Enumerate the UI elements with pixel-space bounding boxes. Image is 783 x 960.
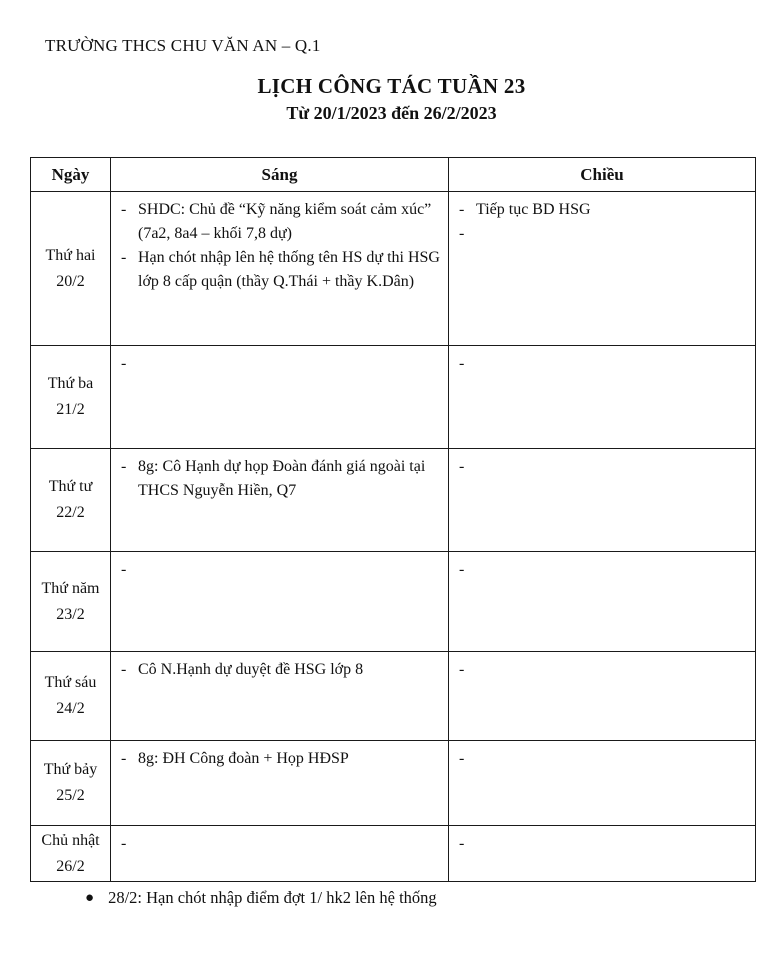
afternoon-cell [449, 652, 756, 741]
dash-icon: - [459, 750, 465, 767]
dash-icon: - [459, 225, 465, 242]
bullet-line [121, 455, 440, 503]
day-cell [31, 826, 111, 882]
column-header-morning: Sáng [111, 158, 449, 192]
entry-text: Hạn chót nhập lên hệ thống tên HS dự thi HSG lớp 8 cấp quận (thầy Q.Thái + thầy K.Dân) [138, 249, 440, 290]
day-date: 23/2 [56, 605, 85, 623]
day-cell [31, 652, 111, 741]
dash-icon: - [459, 355, 465, 372]
afternoon-cell [449, 449, 756, 552]
bullet-line [459, 222, 747, 246]
bullet-line [121, 747, 440, 771]
table-row [31, 741, 756, 826]
bullet-line [459, 832, 747, 856]
morning-cell [111, 741, 449, 826]
afternoon-cell [449, 192, 756, 346]
day-name: Thứ sáu [44, 674, 97, 691]
schedule-table-body [31, 192, 756, 882]
bullet-line [459, 658, 747, 682]
afternoon-cell [449, 826, 756, 882]
morning-cell [111, 449, 449, 552]
day-date: 22/2 [56, 504, 85, 521]
day-date: 24/2 [56, 700, 85, 717]
table-row [31, 346, 756, 449]
day-name: Thứ ba [47, 375, 94, 392]
header-row [31, 158, 756, 192]
dash-icon: - [121, 355, 127, 372]
table-row [31, 449, 756, 552]
column-header-day: Ngày [31, 158, 111, 192]
dash-icon: - [459, 661, 465, 678]
day-name: Thứ năm [41, 579, 100, 597]
dash-icon: - [121, 661, 127, 678]
dash-icon: - [459, 835, 465, 852]
entry-text: 8g: Cô Hạnh dự họp Đoàn đánh giá ngoài tại THCS Nguyễn Hiền, Q7 [138, 458, 426, 499]
bullet-line [459, 558, 747, 582]
page-title: LỊCH CÔNG TÁC TUẦN 23 [257, 74, 526, 98]
footer-note-text: 28/2: Hạn chót nhập điểm đợt 1/ hk2 lên hệ thống [108, 888, 437, 907]
morning-cell [111, 826, 449, 882]
column-header-afternoon: Chiều [449, 158, 756, 192]
entry-text: SHDC: Chủ đề “Kỹ năng kiểm soát cảm xúc” (7a2, 8a4 – khối 7,8 dự) [138, 201, 432, 242]
dash-icon: - [121, 249, 127, 266]
morning-cell [111, 552, 449, 652]
dash-icon: - [459, 561, 465, 578]
day-cell [31, 552, 111, 652]
day-date: 20/2 [56, 272, 85, 290]
dash-icon: - [459, 201, 465, 218]
day-cell [31, 192, 111, 346]
school-name: TRƯỜNG THCS CHU VĂN AN – Q.1 [45, 36, 321, 55]
footer-note [85, 886, 437, 910]
bullet-line [121, 658, 440, 682]
morning-cell [111, 652, 449, 741]
afternoon-cell [449, 741, 756, 826]
day-cell [31, 741, 111, 826]
entry-text: Cô N.Hạnh dự duyệt đề HSG lớp 8 [138, 661, 364, 678]
dash-icon: - [121, 561, 127, 578]
dash-icon: - [121, 458, 127, 475]
table-row [31, 552, 756, 652]
afternoon-cell [449, 552, 756, 652]
day-name: Thứ bảy [43, 761, 98, 778]
dash-icon: - [121, 750, 127, 767]
bullet-line [459, 455, 747, 479]
morning-cell [111, 346, 449, 449]
day-date: 26/2 [56, 857, 85, 875]
bullet-line [121, 352, 440, 376]
table-row [31, 652, 756, 741]
day-name: Chủ nhật [41, 831, 100, 849]
day-cell [31, 346, 111, 449]
dash-icon: - [121, 201, 127, 218]
entry-text: 8g: ĐH Công đoàn + Họp HĐSP [138, 750, 349, 767]
day-cell [31, 449, 111, 552]
afternoon-cell [449, 346, 756, 449]
day-name: Thứ tư [48, 478, 93, 495]
bullet-icon: ● [85, 890, 95, 906]
table-row [31, 826, 756, 882]
day-date: 25/2 [56, 787, 85, 804]
bullet-line [121, 832, 440, 856]
morning-cell [111, 192, 449, 346]
day-date: 21/2 [56, 401, 85, 418]
bullet-line [459, 352, 747, 376]
dash-icon: - [459, 458, 465, 475]
page-subtitle: Từ 20/1/2023 đến 26/2/2023 [286, 103, 497, 123]
bullet-line [459, 747, 747, 771]
schedule-table [30, 157, 756, 882]
bullet-line [121, 246, 440, 294]
bullet-line [121, 558, 440, 582]
schedule-table-header [31, 158, 756, 192]
day-name: Thứ hai [45, 246, 96, 264]
bullet-line [121, 198, 440, 246]
entry-text: Tiếp tục BD HSG [476, 201, 591, 218]
bullet-line [459, 198, 747, 222]
dash-icon: - [121, 835, 127, 852]
table-row [31, 192, 756, 346]
